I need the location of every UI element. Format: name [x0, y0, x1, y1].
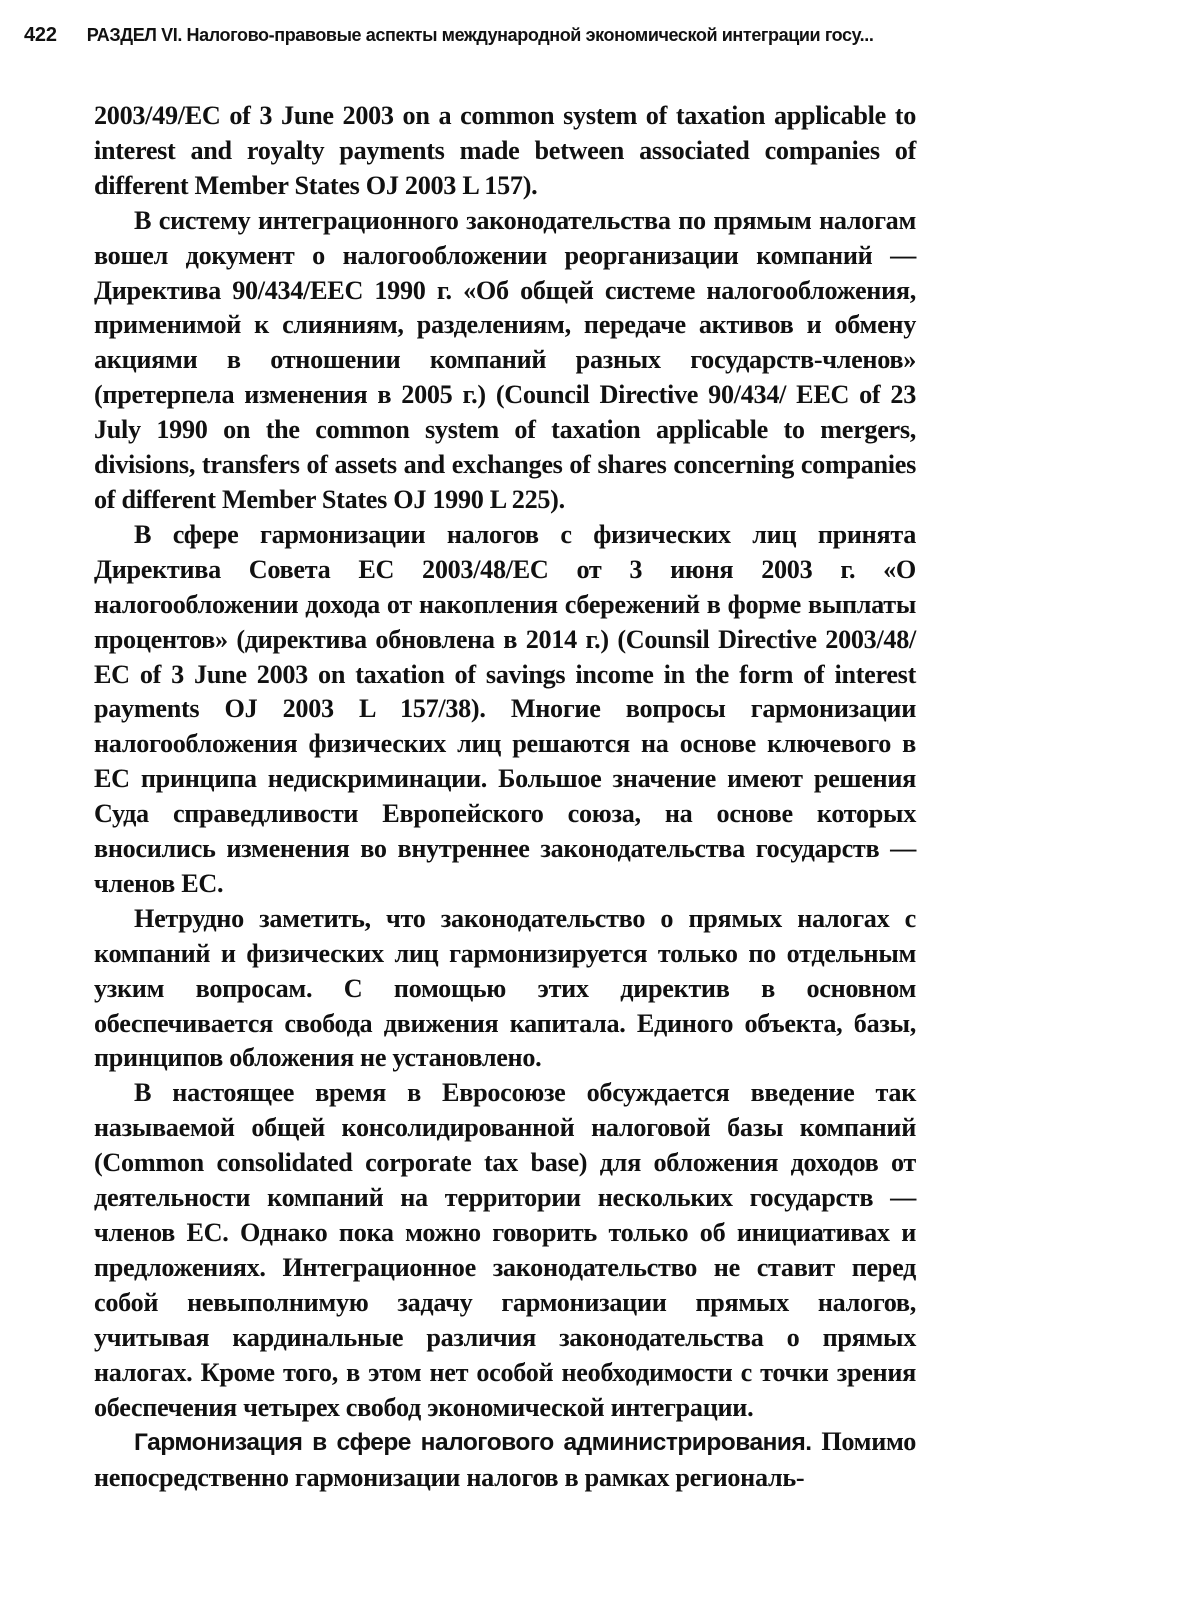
paragraph-reorganization-directive: В систему интеграционного законодательства по прямым налогам вошел документ о налогообложении реорганизации компаний — Директива 90/434/EEC 1990 г. «Об общей системе налогообложения, применимой к слияниям, разделениям, передаче активов и обмену акциями в отношении компаний разных государств-членов» (претерпела изменения в 2005 г.) (Council Directive 90/434/ EEC of 23 July 1990 on the common system of taxation applicable to mergers, divisions, transfers of assets and exchanges of shares concerning companies of different Member States OJ 1990 L 225).: [94, 205, 916, 514]
paragraph-continuation: 2003/49/EC of 3 June 2003 on a common system of taxation applicable to interest and royalty payments made between associated companies of different Member States OJ 2003 L 157).: [94, 101, 916, 200]
running-header: [24, 18, 1174, 52]
body-text: [94, 99, 916, 1496]
running-title: РАЗДЕЛ VI. Налогово-правовые аспекты международной экономической интеграции госу...: [86, 24, 874, 45]
paragraph-ccctb: В настоящее время в Евросоюзе обсуждается введение так называемой общей консолидированной налоговой базы компаний (Common consolidated corporate tax base) для обложения доходов от деятельности компаний на территории нескольких государств — членов ЕС. Однако пока можно говорить только об инициативах и предложениях. Интеграционное законодательство не ставит перед собой невыполнимую задачу гармонизации прямых налогов, учитывая кардинальные различия законодательства о прямых налогах. Кроме того, в этом нет особой необходимости с точки зрения обеспечения четырех свобод экономической интеграции.: [94, 1078, 916, 1422]
paragraph-tax-administration-text: Помимо непосредственно гармонизации налогов в рамках региональ-: [94, 1427, 916, 1493]
paragraph-tax-administration: [94, 1425, 916, 1496]
run-in-heading: Гармонизация в сфере налогового администрирования.: [134, 1429, 812, 1457]
paragraph-individuals-taxation: В сфере гармонизации налогов с физических лиц принята Директива Совета ЕС 2003/48/ЕС от 3 июня 2003 г. «О налогообложении дохода от накопления сбережений в форме выплаты процентов» (директива обновлена в 2014 г.) (Counsil Directive 2003/48/ EC of 3 June 2003 on taxation of savings income in the form of interest payments OJ 2003 L 157/38). Многие вопросы гармонизации налогообложения физических лиц решаются на основе ключевого в ЕС принципа недискриминации. Большое значение имеют решения Суда справедливости Европейского союза, на основе которых вносились изменения во внутреннее законодательства государств — членов ЕС.: [94, 519, 916, 898]
page-number: 422: [24, 23, 57, 46]
paragraph-harmonization-scope: Нетрудно заметить, что законодательство о прямых налогах с компаний и физических лиц гармонизируется только по отдельным узким вопросам. С помощью этих директив в основном обеспечивается свобода движения капитала. Единого объекта, базы, принципов обложения не установлено.: [94, 903, 916, 1073]
